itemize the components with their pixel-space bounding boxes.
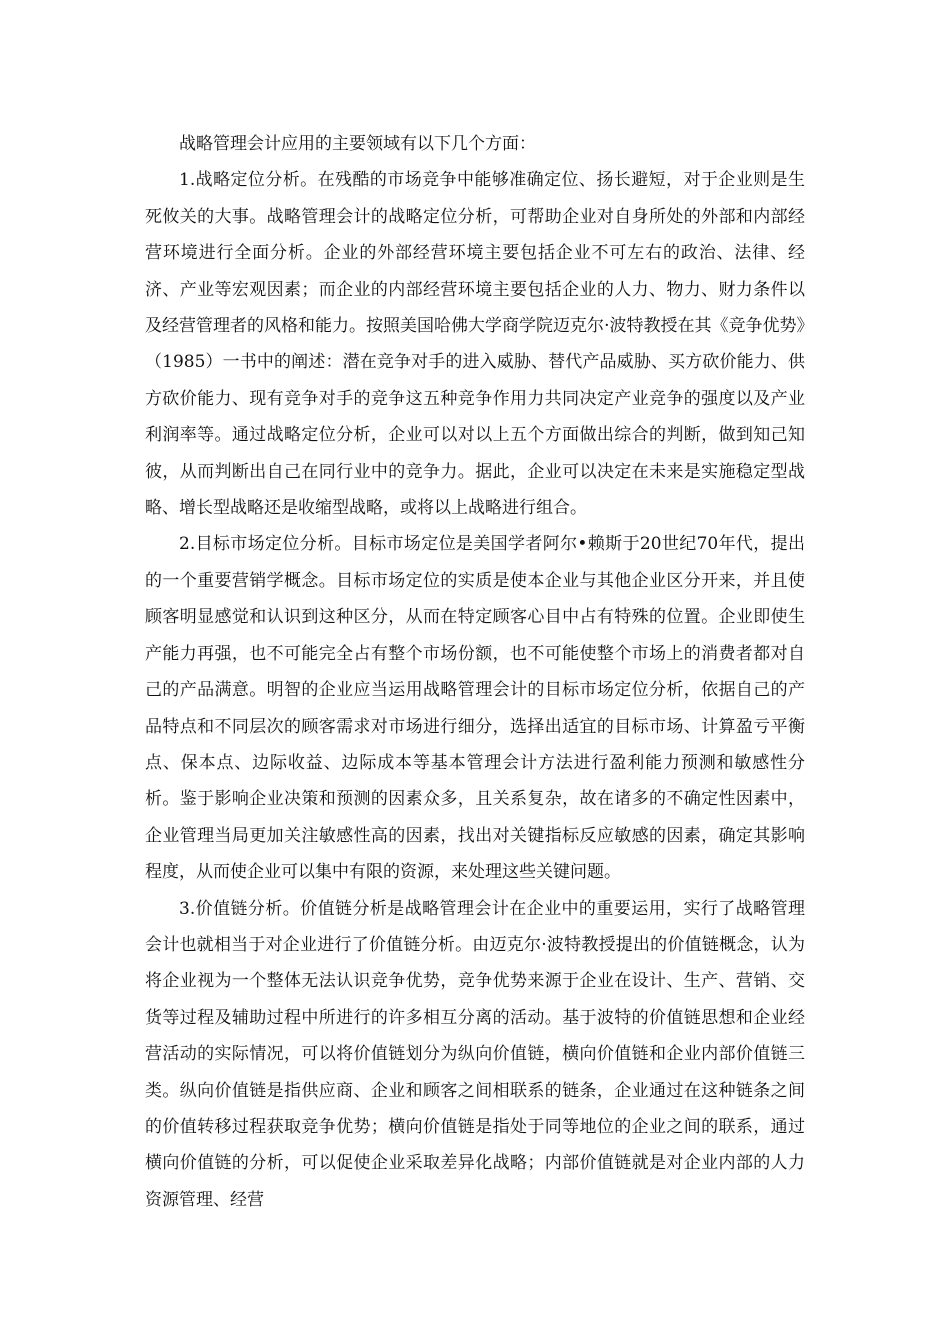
- paragraph-strategic-positioning: 1.战略定位分析。在残酷的市场竞争中能够准确定位、扬长避短，对于企业则是生死攸关的大事。战略管理会计的战略定位分析，可帮助企业对自身所处的外部和内部经营环境进行全面分析。企业的外部经营环境主要包括企业不可左右的政治、法律、经济、产业等宏观因素；而企业的内部经营环境主要包括企业的人力、物力、财力条件以及经营管理者的风格和能力。按照美国哈佛大学商学院迈克尔·波特教授在其《竞争优势》（1985）一书中的阐述：潜在竞争对手的进入威胁、替代产品威胁、买方砍价能力、供方砍价能力、现有竞争对手的竞争这五种竞争作用力共同决定产业竞争的强度以及产业利润率等。通过战略定位分析，企业可以对以上五个方面做出综合的判断，做到知己知彼，从而判断出自己在同行业中的竞争力。据此，企业可以决定在未来是实施稳定型战略、增长型战略还是收缩型战略，或将以上战略进行组合。: [145, 170, 805, 519]
- paragraph-target-market: 2.目标市场定位分析。目标市场定位是美国学者阿尔•赖斯于20世纪70年代，提出的一个重要营销学概念。目标市场定位的实质是使本企业与其他企业区分开来，并且使顾客明显感觉和认识到这种区分，从而在特定顾客心目中占有特殊的位置。企业即使生产能力再强，也不可能完全占有整个市场份额，也不可能使整个市场上的消费者都对自己的产品满意。明智的企业应当运用战略管理会计的目标市场定位分析，依据自己的产品特点和不同层次的顾客需求对市场进行细分，选择出适宜的目标市场、计算盈亏平衡点、保本点、边际收益、边际成本等基本管理会计方法进行盈利能力预测和敏感性分析。鉴于影响企业决策和预测的因素众多，且关系复杂，故在诸多的不确定性因素中，企业管理当局更加关注敏感性高的因素，找出对关键指标反应敏感的因素，确定其影响程度，从而使企业可以集中有限的资源，来处理这些关键问题。: [145, 534, 805, 883]
- document-body: [145, 126, 805, 1218]
- intro-paragraph: 战略管理会计应用的主要领域有以下几个方面：: [179, 134, 536, 154]
- paragraph-value-chain: 3.价值链分析。价值链分析是战略管理会计在企业中的重要运用，实行了战略管理会计也就相当于对企业进行了价值链分析。由迈克尔·波特教授提出的价值链概念，认为将企业视为一个整体无法认识竞争优势，竞争优势来源于企业在设计、生产、营销、交货等过程及辅助过程中所进行的许多相互分离的活动。基于波特的价值链思想和企业经营活动的实际情况，可以将价值链划分为纵向价值链，横向价值链和企业内部价值链三类。纵向价值链是指供应商、企业和顾客之间相联系的链条，企业通过在这种链条之间的价值转移过程获取竞争优势；横向价值链是指处于同等地位的企业之间的联系，通过横向价值链的分析，可以促使企业采取差异化战略；内部价值链就是对企业内部的人力资源管理、经营: [145, 898, 805, 1210]
